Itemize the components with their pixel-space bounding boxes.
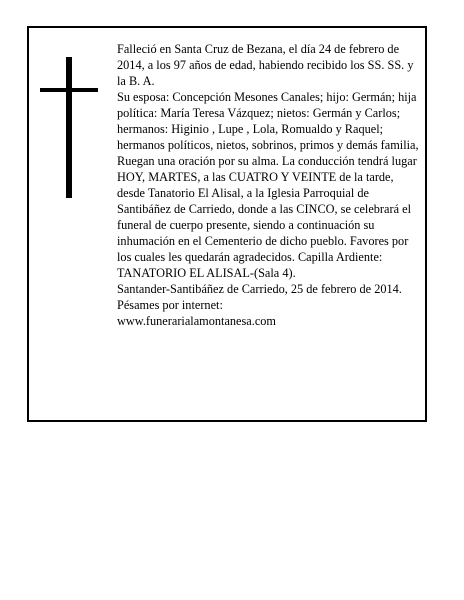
place-date-line: Santander-Santibáñez de Carriedo, 25 de febrero de 2014. Pésames por internet:: [117, 282, 402, 312]
death-announcement: Falleció en Santa Cruz de Bezana, el día 24 de febrero de 2014, a los 97 años de edad, habiendo recibido los SS. SS. y la B. A.: [117, 42, 414, 88]
family-list: Su esposa: Concepción Mesones Canales; hijo: Germán; hija política: María Teresa Vázquez; nietos: Germán y Carlos; hermanos: Higinio , Lupe , Lola, Romualdo y Raquel; hermanos políticos, nietos, sobrinos, primos y demás familia,: [117, 90, 419, 152]
funeral-details: Ruegan una oración por su alma. La conducción tendrá lugar HOY, MARTES, a las CUATRO Y VEINTE de la tarde, desde Tanatorio El Alisal, a la Iglesia Parroquial de Santibáñez de Carriedo, donde a las CINCO, se celebrará el funeral de cuerpo presente, siendo a continuación su inhumación en el Cementerio de dicho pueblo. Favores por los cuales les quedarán agradecidos. Capilla Ardiente: TANATORIO EL ALISAL-(Sala 4).: [117, 154, 417, 280]
cross-vertical-bar: [66, 57, 72, 198]
obituary-notice: [27, 26, 427, 422]
condolences-website: www.funerarialamontanesa.com: [117, 314, 276, 328]
cross-horizontal-bar: [40, 88, 98, 92]
obituary-text: [117, 41, 421, 329]
